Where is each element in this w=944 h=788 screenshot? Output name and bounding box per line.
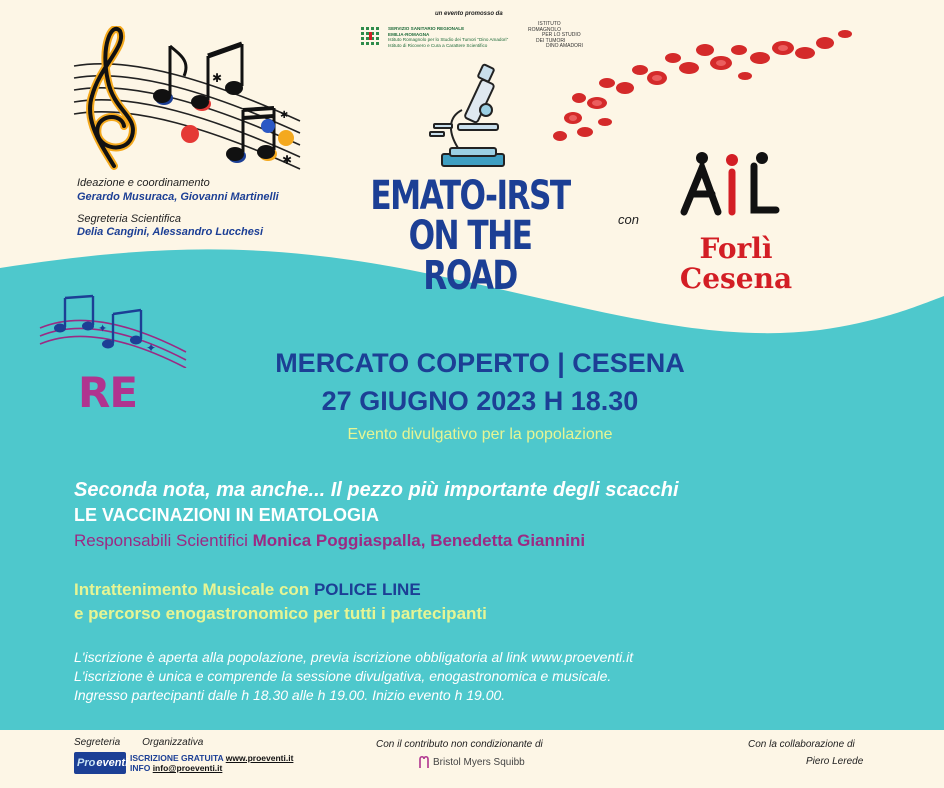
svg-text:✱: ✱ (282, 153, 293, 167)
credit-role-2: Segreteria Scientifica (77, 212, 181, 225)
ssr-line-4: Istituto di Ricovero e Cura a Carattere Scientifico (388, 43, 488, 49)
contrib-label: Con il contributo non condizionante di (376, 739, 543, 750)
ail-logo-icon (676, 150, 786, 220)
title-line-2: ON THE ROAD (408, 213, 532, 299)
partner-line-2: Cesena (679, 262, 793, 295)
responsabili-names: Monica Poggiaspalla, Benedetta Giannini (252, 531, 586, 550)
irst-line-5: DINO AMADORI (546, 43, 583, 49)
irst-line-2: ROMAGNOLO (528, 26, 562, 33)
responsabili-label: Responsabili Scientifici (74, 531, 248, 550)
proeventi-logo-b: eventi (96, 757, 129, 769)
venue-block (160, 344, 800, 420)
music-notes-illustration (72, 26, 302, 176)
responsabili-line (74, 527, 894, 555)
ssr-logo-block (360, 26, 508, 49)
proeventi-block (74, 752, 293, 774)
segreteria-word: Segreteria (74, 737, 121, 748)
svg-text:✱: ✱ (280, 110, 289, 121)
title-line-1: EMATO-IRST (370, 173, 570, 219)
datetime-label: 27 GIUGNO 2023 H 18.30 (321, 386, 639, 416)
ssr-line-3: Istituto Romagnolo per lo Studio dei Tumori "Dino Amadori" (388, 37, 509, 43)
ssr-line-2: EMILIA-ROMAGNA (388, 31, 430, 37)
collab-label: Con la collaborazione di (748, 739, 855, 750)
event-subtitle: Evento divulgativo per la popolazione (347, 426, 613, 443)
entertainment-prefix: Intrattenimento Musicale con (74, 580, 310, 599)
info-email-link[interactable]: info@proeventi.it (152, 763, 223, 773)
proeventi-link[interactable]: www.proeventi.it (225, 753, 294, 763)
entertainment-line-2: e percorso enogastronomico per tutti i partecipanti (74, 604, 487, 623)
ssr-line-1: SERVIZIO SANITARIO REGIONALE (388, 26, 465, 31)
ssr-logo-icon (360, 26, 384, 48)
event-title (369, 173, 572, 299)
red-blood-cells-illustration (545, 28, 865, 158)
credits-block (77, 177, 279, 240)
sponsor-name: Bristol Myers Squibb (433, 756, 525, 768)
partner-line-1: Forlì (699, 232, 773, 265)
microscope-icon (428, 62, 518, 170)
program-line-2: LE VACCINAZIONI IN EMATOLOGIA (74, 505, 379, 525)
program-line-1: Seconda nota, ma anche... Il pezzo più importante degli scacchi (74, 479, 679, 501)
irst-line-1: ISTITUTO (538, 21, 561, 27)
entertainment-line-1 (74, 578, 894, 602)
band-name: POLICE LINE (313, 580, 421, 599)
credit-role-1: Ideazione e coordinamento (77, 177, 210, 189)
info-label: INFO (130, 763, 151, 773)
organizzativa-word: Organizzativa (142, 737, 204, 748)
entertainment-block (74, 578, 894, 626)
info-block (74, 648, 894, 705)
program-block (74, 477, 894, 555)
forli-cesena-label (666, 234, 806, 294)
credit-names-1: Gerardo Musuraca, Giovanni Martinelli (77, 190, 279, 203)
info-line-2: L'iscrizione è unica e comprende la sessione divulgativa, enogastronomica e musicale. (74, 668, 612, 684)
con-label: con (618, 212, 639, 227)
svg-text:✦: ✦ (98, 323, 108, 335)
bms-mark-icon (418, 755, 430, 769)
proeventi-logo (74, 752, 129, 774)
collab-name: Piero Lerede (806, 756, 864, 767)
bms-logo (418, 755, 525, 769)
info-line-3: Ingresso partecipanti dalle h 18.30 alle h 19.00. Inizio evento h 19.00. (74, 687, 506, 703)
irst-line-4: DEI TUMORI (536, 37, 566, 44)
svg-text:✱: ✱ (212, 71, 223, 85)
re-note-badge: RE (78, 368, 138, 417)
promoted-by-label: un evento promosso da (435, 11, 503, 17)
svg-text:✦: ✦ (146, 341, 157, 355)
segreteria-label (74, 737, 225, 748)
iscrizione-label: ISCRIZIONE GRATUITA (130, 753, 224, 763)
info-line-1: L'iscrizione è aperta alla popolazione, previa iscrizione obbligatoria al link www.proeventi.it (74, 649, 634, 665)
credit-names-2: Delia Cangini, Alessandro Lucchesi (77, 226, 264, 239)
proeventi-logo-a: Pro (77, 757, 96, 769)
irst-line-3: PER LO STUDIO (542, 32, 581, 38)
venue-label: MERCATO COPERTO | CESENA (275, 348, 685, 378)
